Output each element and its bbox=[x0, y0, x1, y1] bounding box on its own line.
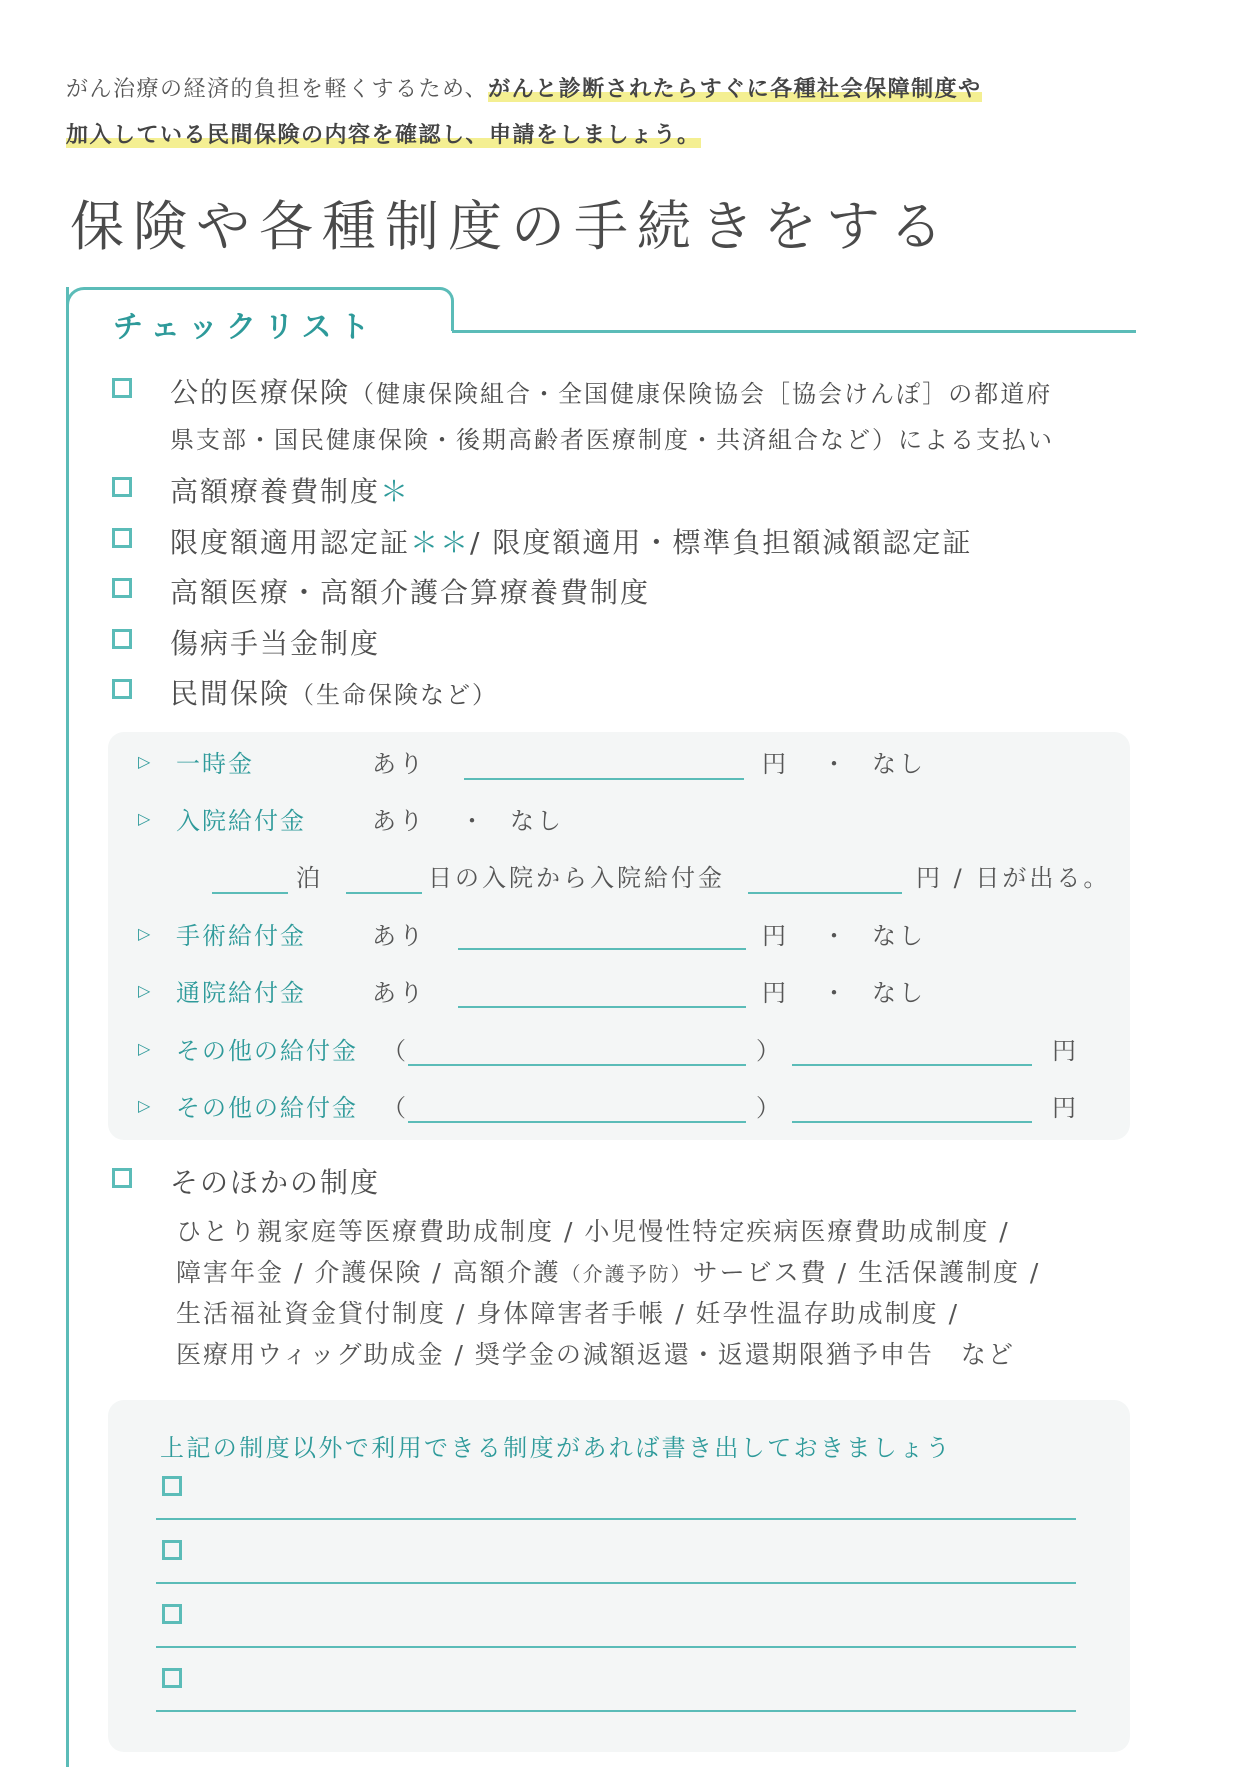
nights-input-line[interactable] bbox=[212, 892, 288, 894]
other-systems-line-3: 生活福祉資金貸付制度 / 身体障害者手帳 / 妊孕性温存助成制度 / bbox=[176, 1299, 960, 1328]
checklist-tab-line bbox=[452, 330, 1136, 333]
label-other-benefit-1: その他の給付金 bbox=[176, 1037, 358, 1065]
separator-dot: ・ bbox=[822, 979, 849, 1007]
ari-text: あり bbox=[372, 979, 426, 1007]
amount-input-line[interactable] bbox=[792, 1121, 1032, 1123]
note-write-line-1[interactable] bbox=[156, 1518, 1076, 1520]
yen-text: 円 bbox=[762, 979, 789, 1007]
other-systems-line-1: ひとり親家庭等医療費助成制度 / 小児慢性特定疾病医療費助成制度 / bbox=[176, 1217, 1010, 1246]
per-day-text: 円 / 日が出る。 bbox=[916, 864, 1111, 892]
ari-text: あり bbox=[372, 750, 426, 778]
nashi-text: なし bbox=[872, 922, 926, 950]
page-title: 保険や各種制度の手続きをする bbox=[70, 195, 952, 258]
nashi-text: なし bbox=[510, 807, 564, 835]
open-paren: （ bbox=[382, 1094, 409, 1122]
note-checkbox-1[interactable] bbox=[162, 1476, 182, 1496]
note-checkbox-2[interactable] bbox=[162, 1540, 182, 1560]
triangle-icon: ▷ bbox=[138, 752, 151, 771]
asterisk-mark: ＊ bbox=[380, 475, 411, 508]
intro-highlight-2: 加入している民間保険の内容を確認し、申請をしましょう。 bbox=[66, 123, 701, 148]
other-systems-line-4: 医療用ウィッグ助成金 / 奨学金の減額返還・返還期限猶予申告 など bbox=[176, 1340, 1015, 1369]
triangle-icon: ▷ bbox=[138, 924, 151, 943]
item-combined-care: 高額医療・高額介護合算療養費制度 bbox=[170, 576, 651, 609]
close-paren: ） bbox=[756, 1094, 783, 1122]
item-public-insurance: 公的医療保険（健康保険組合・全国健康保険協会［協会けんぽ］の都道府 bbox=[170, 376, 1053, 409]
triangle-icon: ▷ bbox=[138, 809, 151, 828]
notes-heading: 上記の制度以外で利用できる制度があれば書き出しておきましょう bbox=[160, 1434, 952, 1462]
amount-input-line[interactable] bbox=[458, 948, 746, 950]
separator-dot: ・ bbox=[460, 807, 487, 835]
benefit-name-input-line[interactable] bbox=[408, 1064, 746, 1066]
checkbox-other-systems[interactable] bbox=[112, 1168, 132, 1188]
item-limit-certificate: 限度額適用認定証＊＊/ 限度額適用・標準負担額減額認定証 bbox=[170, 526, 973, 559]
close-paren: ） bbox=[756, 1037, 783, 1065]
yen-text: 円 bbox=[1052, 1037, 1079, 1065]
benefit-name-input-line[interactable] bbox=[408, 1121, 746, 1123]
double-asterisk-mark: ＊＊ bbox=[410, 526, 471, 559]
other-systems-line-2: 障害年金 / 介護保険 / 高額介護（介護予防）サービス費 / 生活保護制度 / bbox=[176, 1258, 1041, 1287]
checklist-tab-label: チェックリスト bbox=[113, 310, 378, 345]
note-write-line-4[interactable] bbox=[156, 1710, 1076, 1712]
note-checkbox-3[interactable] bbox=[162, 1604, 182, 1624]
checkbox-combined-care[interactable] bbox=[112, 578, 132, 598]
triangle-icon: ▷ bbox=[138, 981, 151, 1000]
separator-dot: ・ bbox=[822, 750, 849, 778]
item-public-insurance-line2: 県支部・国民健康保険・後期高齢者医療制度・共済組合など）による支払い bbox=[170, 426, 1054, 454]
label-outpatient: 通院給付金 bbox=[176, 979, 306, 1007]
haku-text: 泊 bbox=[296, 864, 323, 892]
triangle-icon: ▷ bbox=[138, 1039, 151, 1058]
open-paren: （ bbox=[382, 1037, 409, 1065]
intro-line-2 bbox=[66, 118, 701, 149]
label-lump-sum: 一時金 bbox=[176, 750, 254, 778]
label-other-benefit-2: その他の給付金 bbox=[176, 1094, 358, 1122]
intro-line-1: がん治療の経済的負担を軽くするため、がんと診断されたらすぐに各種社会保障制度や bbox=[66, 77, 982, 102]
label-hospital: 入院給付金 bbox=[176, 807, 306, 835]
checkbox-high-cost-medical[interactable] bbox=[112, 477, 132, 497]
checkbox-sickness-allowance[interactable] bbox=[112, 629, 132, 649]
item-high-cost-medical: 高額療養費制度＊ bbox=[170, 475, 411, 508]
yen-text: 円 bbox=[1052, 1094, 1079, 1122]
note-checkbox-4[interactable] bbox=[162, 1668, 182, 1688]
label-surgery: 手術給付金 bbox=[176, 922, 306, 950]
item-sickness-allowance: 傷病手当金制度 bbox=[170, 627, 381, 660]
days-input-line[interactable] bbox=[346, 892, 422, 894]
daily-amount-input-line[interactable] bbox=[748, 892, 902, 894]
checkbox-private-insurance[interactable] bbox=[112, 679, 132, 699]
yen-text: 円 bbox=[762, 750, 789, 778]
separator-dot: ・ bbox=[822, 922, 849, 950]
nashi-text: なし bbox=[872, 750, 926, 778]
ari-text: あり bbox=[372, 807, 426, 835]
yen-text: 円 bbox=[762, 922, 789, 950]
amount-input-line[interactable] bbox=[792, 1064, 1032, 1066]
amount-input-line[interactable] bbox=[464, 778, 744, 780]
note-write-line-2[interactable] bbox=[156, 1582, 1076, 1584]
intro-highlight-1: がんと診断されたらすぐに各種社会保障制度や bbox=[488, 77, 982, 102]
ari-text: あり bbox=[372, 922, 426, 950]
triangle-icon: ▷ bbox=[138, 1096, 151, 1115]
nashi-text: なし bbox=[872, 979, 926, 1007]
amount-input-line[interactable] bbox=[458, 1006, 746, 1008]
checkbox-public-insurance[interactable] bbox=[112, 378, 132, 398]
checkbox-limit-certificate[interactable] bbox=[112, 528, 132, 548]
item-other-systems: そのほかの制度 bbox=[170, 1166, 381, 1199]
item-private-insurance: 民間保険（生命保険など） bbox=[170, 677, 499, 710]
note-write-line-3[interactable] bbox=[156, 1646, 1076, 1648]
days-text: 日の入院から入院給付金 bbox=[428, 864, 725, 892]
